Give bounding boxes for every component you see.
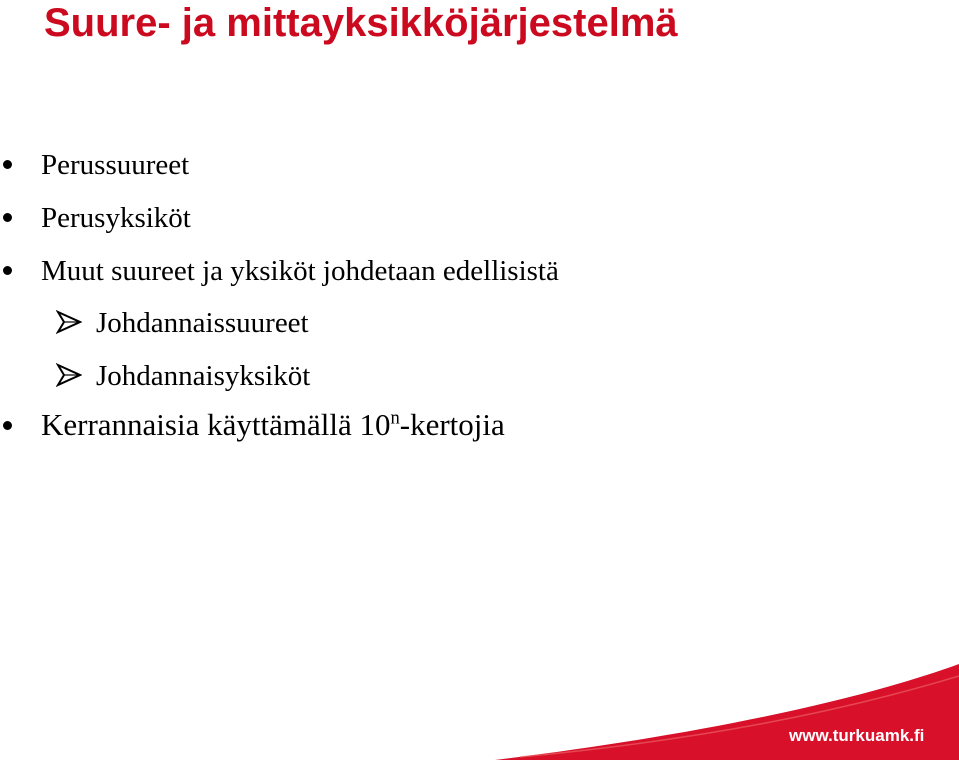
bullet-item-perusyksikot: Perusyksiköt — [41, 202, 191, 234]
bullet-item-muut-suureet: Muut suureet ja yksiköt johdetaan edellisistä — [41, 255, 559, 287]
exponent-superscript: n — [390, 407, 400, 429]
bullet-item-kerrannaisia-text: Kerrannaisia käyttämällä 10 — [41, 407, 391, 442]
sub-bullet-johdannaissuureet: Johdannaissuureet — [96, 307, 309, 339]
bullet-item-kerrannaisia-suffix: -kertojia — [399, 407, 505, 442]
bullet-item-perussuureet: Perussuureet — [41, 149, 190, 181]
sub-bullet-johdannaisyksikot: Johdannaisyksiköt — [96, 360, 311, 392]
slide-title: Suure- ja mittayksikköjärjestelmä — [44, 1, 678, 45]
website-link[interactable]: www.turkuamk.fi — [789, 726, 925, 745]
